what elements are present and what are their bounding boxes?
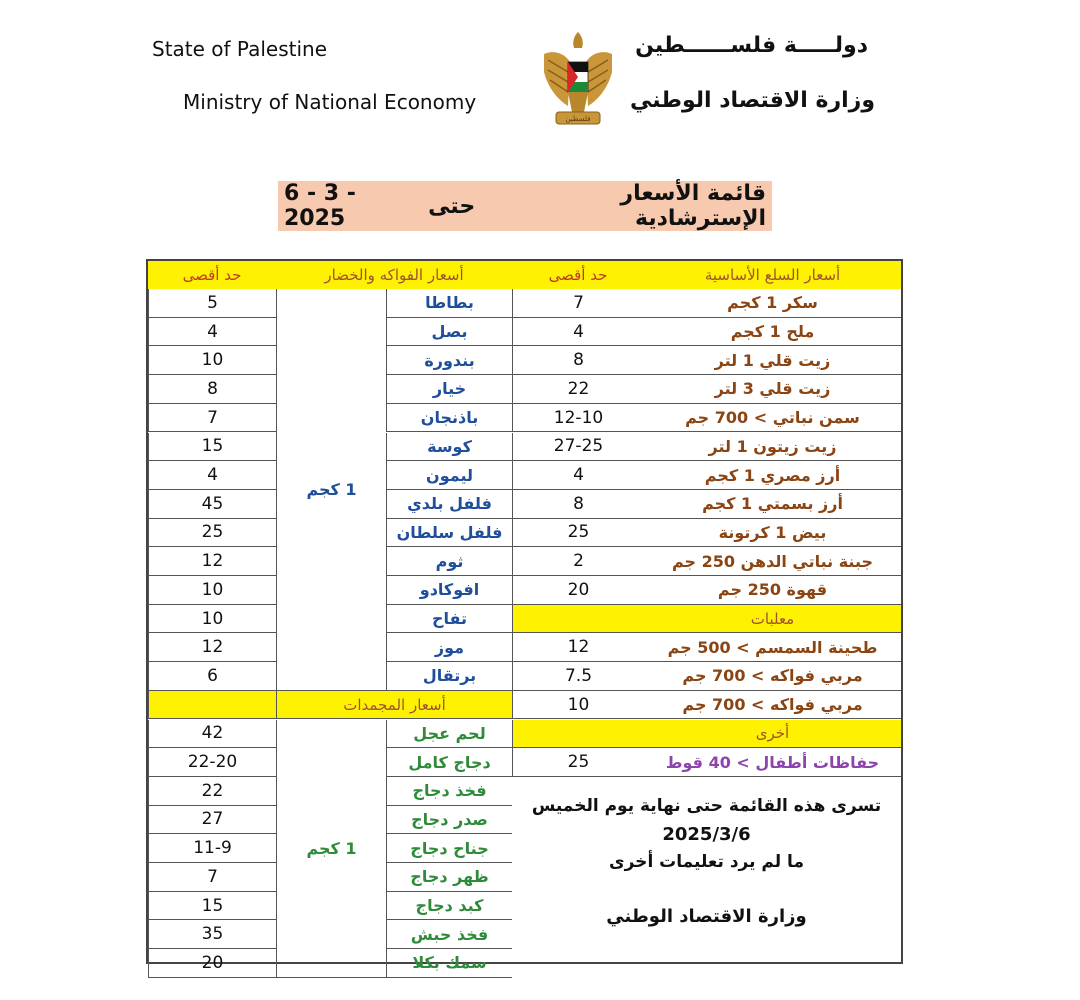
frozen-max-price: 20 — [148, 949, 276, 978]
frozen-name: فخذ حبش — [386, 920, 512, 949]
basic-good-name: أرز مصري 1 كجم — [644, 461, 901, 490]
frozen-name: دجاج كامل — [386, 748, 512, 777]
produce-name: باذنجان — [386, 404, 512, 433]
state-name-en: State of Palestine — [152, 37, 328, 61]
other-header: أخرى — [644, 720, 901, 749]
notice-signature: وزارة الاقتصاد الوطني — [606, 906, 807, 927]
frozen-max-price: 35 — [148, 920, 276, 949]
frozen-name: ظهر دجاج — [386, 863, 512, 892]
palestine-eagle-emblem — [538, 28, 618, 132]
canned-header-blank — [512, 605, 644, 634]
frozen-name: سمك بكلا — [386, 949, 512, 978]
produce-name: كوسة — [386, 433, 512, 462]
canned-max-price: 10 — [512, 691, 644, 720]
frozen-max-price: 7 — [148, 863, 276, 892]
produce-max-price: 15 — [148, 433, 276, 462]
produce-name: بطاطا — [386, 289, 512, 318]
produce-max-price: 4 — [148, 461, 276, 490]
basic-good-name: زيت زيتون 1 لتر — [644, 433, 901, 462]
canned-good-name: طحينة السمسم > 500 جم — [644, 633, 901, 662]
header-fruits-veg: أسعار الفواكه والخضار — [276, 261, 512, 289]
basic-max-price: 2 — [512, 547, 644, 576]
canned-max-price: 12 — [512, 633, 644, 662]
basic-good-name: أرز بسمتي 1 كجم — [644, 490, 901, 519]
title-until: حتى — [428, 193, 476, 219]
frozen-max-price: 27 — [148, 806, 276, 835]
basic-max-price: 8 — [512, 346, 644, 375]
basic-max-price: 12-10 — [512, 404, 644, 433]
basic-good-name: قهوة 250 جم — [644, 576, 901, 605]
frozen-max-price: 22-20 — [148, 748, 276, 777]
basic-max-price: 8 — [512, 490, 644, 519]
produce-max-price: 25 — [148, 519, 276, 548]
produce-name: ليمون — [386, 461, 512, 490]
basic-max-price: 20 — [512, 576, 644, 605]
other-header-blank — [512, 720, 644, 749]
produce-name: خيار — [386, 375, 512, 404]
frozen-header: أسعار المجمدات — [276, 691, 512, 720]
frozen-name: كبد دجاج — [386, 892, 512, 921]
produce-name: برتقال — [386, 662, 512, 691]
frozen-header-blank — [148, 691, 276, 720]
produce-name: ثوم — [386, 547, 512, 576]
produce-name: بصل — [386, 318, 512, 347]
produce-unit: 1 كجم — [276, 289, 386, 691]
frozen-unit: 1 كجم — [276, 720, 386, 978]
header-max-price-2: حد أقصى — [148, 261, 276, 289]
emblem-text: فلسطين — [565, 115, 591, 123]
basic-good-name: زيت قلي 1 لتر — [644, 346, 901, 375]
basic-good-name: جبنة نباتي الدهن 250 جم — [644, 547, 901, 576]
produce-max-price: 7 — [148, 404, 276, 433]
page-title — [278, 181, 772, 231]
canned-good-name: مربي فواكه > 700 جم — [644, 691, 901, 720]
validity-notice — [512, 774, 901, 962]
basic-good-name: سمن نباتي > 700 جم — [644, 404, 901, 433]
header-max-price-1: حد أقصى — [512, 261, 644, 289]
basic-max-price: 27-25 — [512, 433, 644, 462]
basic-max-price: 4 — [512, 461, 644, 490]
state-name-ar: دولـــــة فلســــــطين — [635, 33, 868, 58]
frozen-max-price: 11-9 — [148, 834, 276, 863]
basic-max-price: 7 — [512, 289, 644, 318]
basic-good-name: سكر 1 كجم — [644, 289, 901, 318]
notice-line1: تسرى هذه القائمة حتى نهاية يوم الخميس — [531, 796, 882, 816]
basic-max-price: 22 — [512, 375, 644, 404]
canned-max-price: 7.5 — [512, 662, 644, 691]
ministry-name-en: Ministry of National Economy — [183, 90, 477, 114]
canned-header: معلبات — [644, 605, 901, 634]
produce-name: افوكادو — [386, 576, 512, 605]
produce-name: فلفل بلدي — [386, 490, 512, 519]
produce-name: بندورة — [386, 346, 512, 375]
basic-max-price: 25 — [512, 519, 644, 548]
ministry-name-ar: وزارة الاقتصاد الوطني — [630, 88, 875, 113]
title-date: 6 - 3 - 2025 — [284, 181, 356, 231]
produce-max-price: 12 — [148, 633, 276, 662]
frozen-name: جناح دجاج — [386, 834, 512, 863]
produce-name: فلفل سلطان — [386, 519, 512, 548]
frozen-max-price: 42 — [148, 720, 276, 749]
produce-max-price: 12 — [148, 547, 276, 576]
frozen-name: صدر دجاج — [386, 806, 512, 835]
notice-date: 2025/3/6 — [662, 824, 751, 845]
notice-line2: ما لم يرد تعليمات أخرى — [609, 852, 804, 872]
produce-max-price: 10 — [148, 605, 276, 634]
frozen-name: فخذ دجاج — [386, 777, 512, 806]
basic-good-name: ملح 1 كجم — [644, 318, 901, 347]
produce-max-price: 45 — [148, 490, 276, 519]
produce-max-price: 5 — [148, 289, 276, 318]
frozen-max-price: 15 — [148, 892, 276, 921]
produce-max-price: 4 — [148, 318, 276, 347]
basic-good-name: زيت قلي 3 لتر — [644, 375, 901, 404]
basic-good-name: بيض 1 كرتونة — [644, 519, 901, 548]
basic-max-price: 4 — [512, 318, 644, 347]
other-good-name: حفاظات أطفال > 40 قوط — [644, 748, 901, 777]
produce-max-price: 10 — [148, 576, 276, 605]
frozen-max-price: 22 — [148, 777, 276, 806]
frozen-name: لحم عجل — [386, 720, 512, 749]
produce-name: موز — [386, 633, 512, 662]
canned-good-name: مربي فواكه > 700 جم — [644, 662, 901, 691]
produce-name: تفاح — [386, 605, 512, 634]
header-basic-goods: أسعار السلع الأساسية — [644, 261, 901, 289]
produce-max-price: 10 — [148, 346, 276, 375]
produce-max-price: 6 — [148, 662, 276, 691]
title-prefix: قائمة الأسعار الإسترشادية — [620, 181, 766, 231]
other-max-price: 25 — [512, 748, 644, 777]
produce-max-price: 8 — [148, 375, 276, 404]
